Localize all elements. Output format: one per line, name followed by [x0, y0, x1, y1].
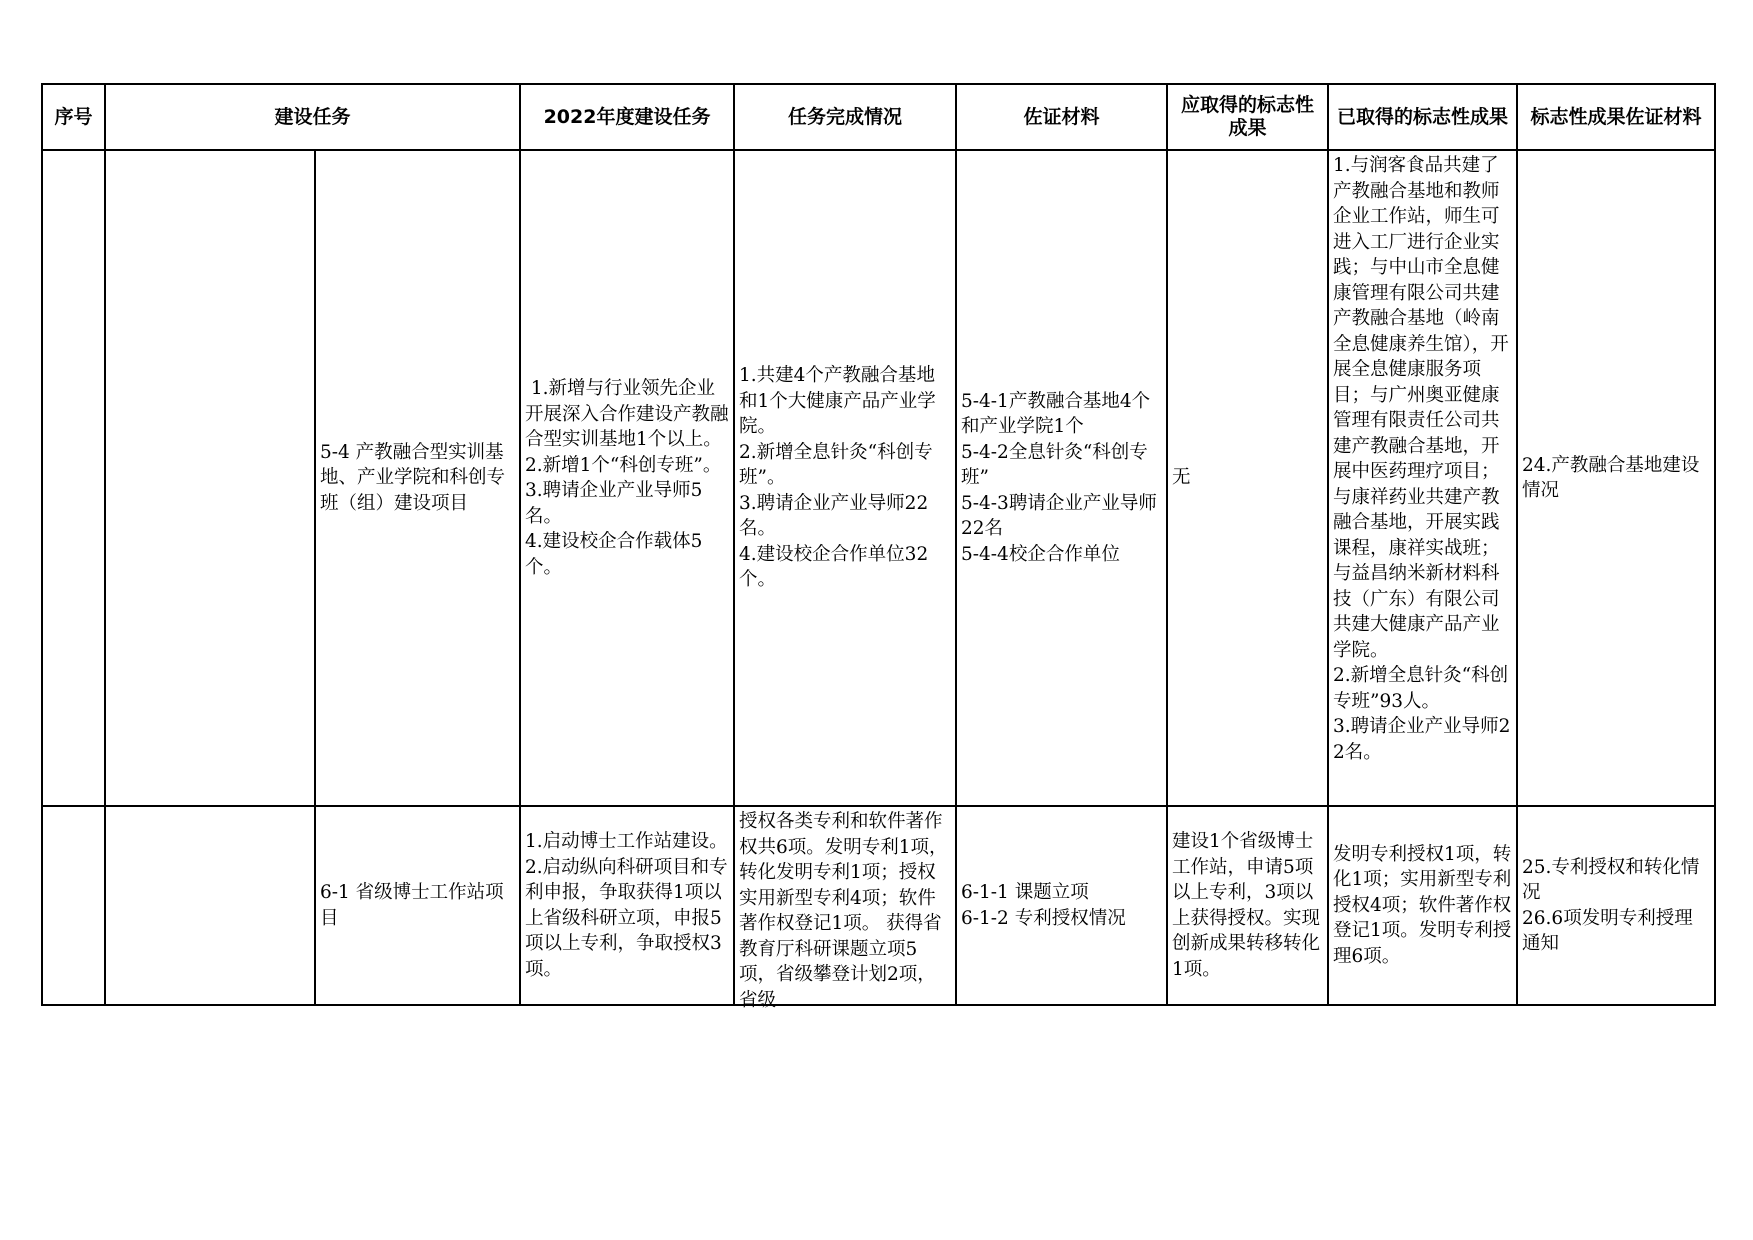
- completion-cell: 1.共建4个产教融合基地和1个大健康产品产业学院。 2.新增全息针灸“科创专班”。 3.聘请企业产业导师22名。 4.建设校企合作单位32个。: [734, 150, 956, 806]
- header-task: 建设任务: [105, 84, 520, 150]
- construction-task-table: [41, 83, 1716, 1011]
- header-completion: 任务完成情况: [734, 84, 956, 150]
- work-plan-sheet: [41, 83, 1714, 1011]
- header-seq: 序号: [42, 84, 105, 150]
- header-result-evidence: 标志性成果佐证材料: [1517, 84, 1715, 150]
- header-achieved-results: 已取得的标志性成果: [1328, 84, 1517, 150]
- task-group-cell: [105, 150, 315, 806]
- table-row: [42, 150, 1715, 806]
- seq-cell: [42, 806, 105, 1005]
- expected-results-cell: 无: [1167, 150, 1328, 806]
- subtask-cell: 5-4 产教融合型实训基地、产业学院和科创专班（组）建设项目: [315, 150, 520, 806]
- completion-cell: 授权各类专利和软件著作权共6项。发明专利1项，转化发明专利1项；授权实用新型专利4项；软件著作权登记1项。 获得省教育厅科研课题立项5项，省级攀登计划2项，省级: [734, 806, 956, 1005]
- expected-results-cell: 建设1个省级博士工作站，申请5项以上专利，3项以上获得授权。实现创新成果转移转化1项。: [1167, 806, 1328, 1005]
- header-evidence: 佐证材料: [956, 84, 1167, 150]
- evidence-cell: 6-1-1 课题立项 6-1-2 专利授权情况: [956, 806, 1167, 1005]
- header-row: [42, 84, 1715, 150]
- task-2022-cell: 1.新增与行业领先企业开展深入合作建设产教融合型实训基地1个以上。 2.新增1个“科创专班”。 3.聘请企业产业导师5名。 4.建设校企合作载体5个。: [520, 150, 734, 806]
- achieved-results-cell: 发明专利授权1项，转化1项；实用新型专利授权4项；软件著作权登记1项。发明专利授理6项。: [1328, 806, 1517, 1005]
- header-expected-results: 应取得的标志性成果: [1167, 84, 1328, 150]
- subtask-cell: 6-1 省级博士工作站项目: [315, 806, 520, 1005]
- evidence-cell: 5-4-1产教融合基地4个和产业学院1个 5-4-2全息针灸“科创专班” 5-4-3聘请企业产业导师22名 5-4-4校企合作单位: [956, 150, 1167, 806]
- task-group-cell: [105, 806, 315, 1005]
- result-evidence-cell: 25.专利授权和转化情况 26.6项发明专利授理通知: [1517, 806, 1715, 1005]
- table-row: [42, 806, 1715, 1005]
- seq-cell: [42, 150, 105, 806]
- task-2022-cell: 1.启动博士工作站建设。 2.启动纵向科研项目和专利申报，争取获得1项以上省级科研立项，申报5项以上专利，争取授权3项。: [520, 806, 734, 1005]
- result-evidence-cell: 24.产教融合基地建设情况: [1517, 150, 1715, 806]
- achieved-results-cell: 1.与润客食品共建了产教融合基地和教师企业工作站，师生可进入工厂进行企业实践；与中山市全息健康管理有限公司共建产教融合基地（岭南全息健康养生馆），开展全息健康服务项目；与广州奥亚健康管理有限责任公司共建产教融合基地，开展中医药理疗项目；与康祥药业共建产教融合基地，开展实践课程，康祥实战班；与益昌纳米新材料科技（广东）有限公司共建大健康产品产业学院。 2.新增全息针灸“科创专班”93人。 3.聘请企业产业导师22名。: [1328, 150, 1517, 806]
- header-task-2022: 2022年度建设任务: [520, 84, 734, 150]
